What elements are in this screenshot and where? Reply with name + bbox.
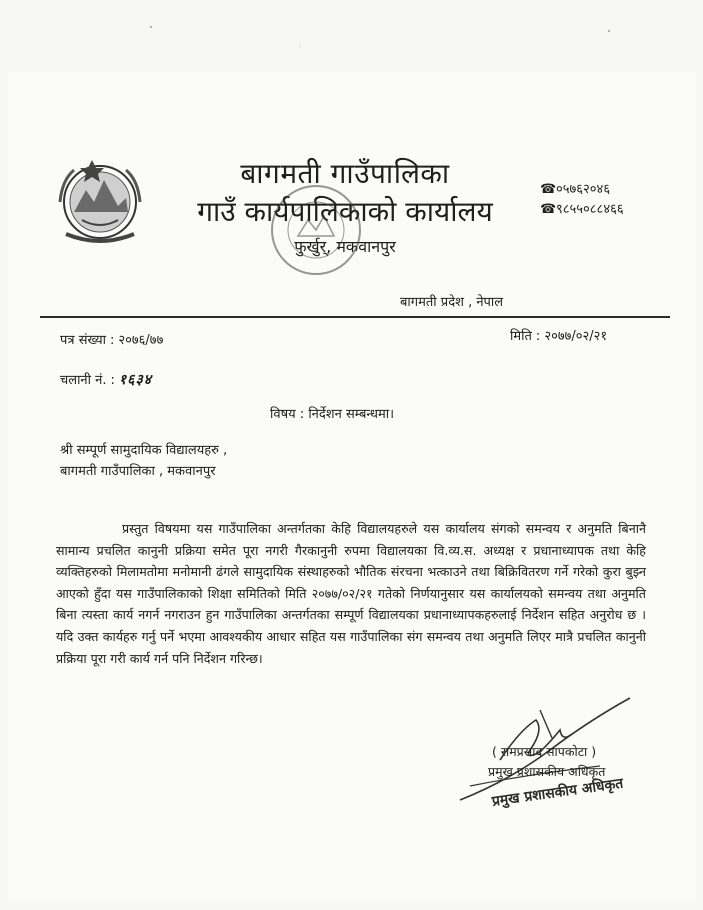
letter-date bbox=[510, 326, 607, 344]
label-colon: : bbox=[535, 329, 541, 344]
phone-row bbox=[540, 180, 680, 200]
signatory-title: प्रमुख प्रशासकीय अधिकृत bbox=[488, 764, 606, 779]
letter-body: प्रस्तुत विषयमा यस गाउँपालिका अन्तर्गतका केहि विद्यालयहरुले यस कार्यालय संगको समन्वय र अनुमति बिनानै सामान्य प्रचलित कानुनी प्रक्रिया समेत पूरा नगरी गैरकानुनी रुपमा विद्यालयका वि.व्य.स. अध्यक्ष र प्रधानाध्यापक तथा केहि व्यक्तिहरुको मिलामतोमा मनोमानी ढंगले सामुदायिक संस्थाहरुको भौतिक संरचना भत्काउने तथा बिक्रिवितरण गर्ने गरेको कुरा बुझ्न आएको हुँदा यस गाउँपालिकाको शिक्षा समितिको मिति २०७७/०२/२१ गतेको निर्णयानुसार यस कार्यालयको समन्वय तथा अनुमति बिना त्यस्ता कार्य नगर्न नगराउन हुन गाउँपालिका अन्तर्गतका सम्पूर्ण विद्यालयका प्रधानाध्यापकहरुलाई निर्देशन सहित अनुरोध छ । यदि उक्त कार्यहरु गर्नु पर्ने भएमा आवश्यकीय आधार सहित यस गाउँपालिका संग समन्वय तथा अनुमति लिएर मात्रै प्रचलित कानुनी प्रक्रिया पूरा गरी कार्य गर्न पनि निर्देशन गरिन्छ। bbox=[56, 521, 646, 666]
phone-numbers bbox=[540, 180, 680, 220]
office-seal-icon bbox=[268, 182, 364, 278]
scan-speck bbox=[150, 26, 152, 28]
header-divider bbox=[40, 316, 670, 318]
phone-number: ९८५५०८८४६६ bbox=[556, 202, 624, 217]
addressee-line: बागमती गाउँपालिका , मकवानपुर bbox=[60, 464, 216, 479]
subject-line bbox=[270, 404, 394, 422]
date-value: २०७७/०२/२१ bbox=[544, 329, 608, 344]
organization-address: फुर्खुर्, मकवानपुर bbox=[294, 237, 396, 256]
organization-title: बागमती गाउँपालिका bbox=[240, 157, 450, 190]
label-colon: : bbox=[110, 373, 115, 388]
letter-number-value: २०७६/७७ bbox=[118, 333, 164, 348]
nepal-emblem-icon bbox=[52, 150, 148, 250]
province-line: बागमती प्रदेश , नेपाल bbox=[400, 295, 504, 310]
organization-subtitle: गाउँ कार्यपालिकाको कार्यालय bbox=[197, 195, 493, 228]
dispatch-number-value: १६३४ bbox=[118, 372, 153, 388]
dispatch-number-label: चलानी नं. bbox=[60, 373, 107, 388]
designation-stamp: प्रमुख प्रशासकीय अधिकृत bbox=[490, 775, 625, 810]
signatory-block bbox=[488, 742, 605, 782]
signatory-name: ( रामप्रसाद सापकोटा ) bbox=[492, 744, 597, 759]
scan-speck bbox=[608, 30, 610, 32]
addressee-line: श्री सम्पूर्ण सामुदायिक विद्यालयहरु , bbox=[60, 443, 228, 458]
scan-speck bbox=[300, 46, 301, 47]
letter-number bbox=[60, 330, 163, 348]
addressee-block bbox=[60, 440, 227, 482]
subject-label: विषय : bbox=[270, 407, 305, 422]
date-label: मिति bbox=[510, 329, 532, 344]
subject-text: निर्देशन सम्बन्धमा। bbox=[308, 407, 395, 422]
label-colon: : bbox=[110, 333, 115, 348]
phone-number: ०५७६२०४६ bbox=[556, 182, 611, 197]
telephone-icon: ☎ bbox=[540, 182, 557, 197]
letter-number-label: पत्र संख्या bbox=[60, 333, 106, 348]
phone-row bbox=[540, 200, 680, 220]
telephone-icon: ☎ bbox=[540, 202, 557, 217]
dispatch-number bbox=[60, 370, 152, 389]
